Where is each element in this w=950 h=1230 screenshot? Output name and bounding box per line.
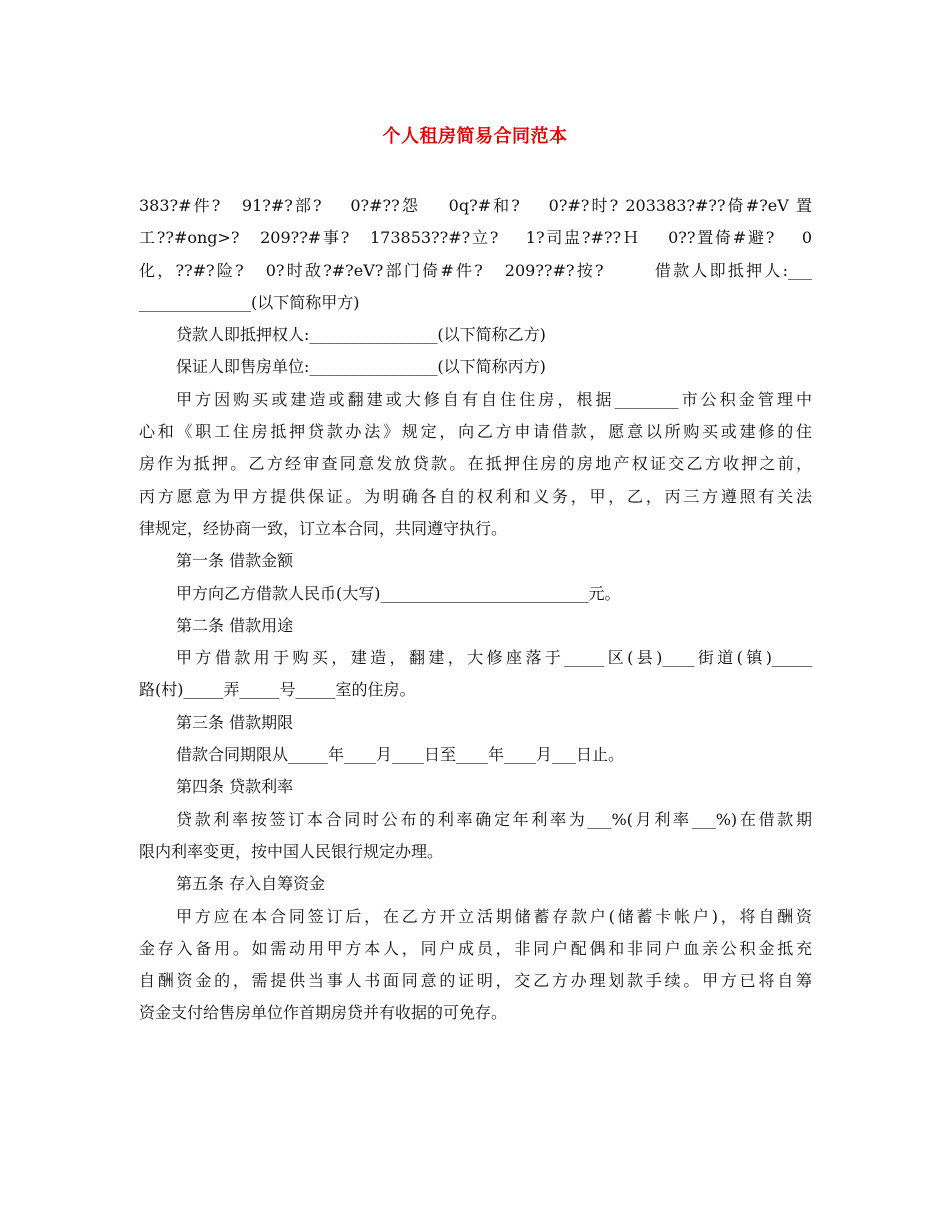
text-line: 律规定，经协商一致，订立本合同，共同遵守执行。 xyxy=(139,518,508,538)
text-line: 保证人即售房单位:________________(以下简称丙方) xyxy=(176,357,546,377)
text-line: 路(村)_____弄_____号_____室的住房。 xyxy=(139,680,416,700)
text-line: 自酬资金的，需提供当事人书面同意的证明，交乙方办理划款手续。甲方已将自筹 xyxy=(139,971,812,991)
text-line: 资金支付给售房单位作首期房贷并有收据的可免存。 xyxy=(139,1003,508,1023)
text-line: 借款合同期限从_____年____月____日至____年____月___日止。 xyxy=(176,745,625,765)
text-line: 房作为抵押。乙方经审查同意发放贷款。在抵押住房的房地产权证交乙方收押之前， xyxy=(139,454,812,474)
text-line: 383?#件? 91?#?部? 0?#??怨 0q?#和? 0?#?时? 203383?#??倚#?eV 置 xyxy=(139,196,812,215)
text-line: ______________(以下简称甲方) xyxy=(139,292,360,312)
section-heading: 第一条 借款金额 xyxy=(176,551,294,571)
text-line: 化，??#?险? 0?时敌?#?eV?部门倚#件? 209??#?按? 借款人即抵押人:___ xyxy=(139,260,812,280)
section-heading: 第二条 借款用途 xyxy=(176,615,294,635)
text-line: 限内利率变更，按中国人民银行规定办理。 xyxy=(139,841,444,861)
text-line: 工??#ong>? 209??#事? 173853??#?立? 1?司盅?#??Ｈ 0??置倚#避? 0 xyxy=(139,228,812,248)
section-heading: 第四条 贷款利率 xyxy=(176,777,294,797)
text-line: 丙方愿意为甲方提供保证。为明确各自的权利和义务，甲，乙，丙三方遵照有关法 xyxy=(139,486,812,506)
text-line: 贷款利率按签订本合同时公布的利率确定年利率为___%(月利率___%)在借款期 xyxy=(176,809,812,829)
text-line: 甲方因购买或建造或翻建或大修自有自住住房，根据________市公积金管理中 xyxy=(176,389,812,409)
text-line: 贷款人即抵押权人:________________(以下简称乙方) xyxy=(176,325,546,345)
text-line: 金存入备用。如需动用甲方本人，同户成员，非同户配偶和非同户血亲公积金抵充 xyxy=(139,938,812,958)
page-title: 个人租房简易合同范本 xyxy=(382,126,568,147)
document-body xyxy=(139,190,812,1030)
section-heading: 第三条 借款期限 xyxy=(176,712,294,732)
text-line: 甲方借款用于购买，建造，翻建，大修座落于_____区(县)____街道(镇)_____ xyxy=(176,648,812,668)
section-heading: 第五条 存入自筹资金 xyxy=(176,874,326,894)
text-line: 心和《职工住房抵押贷款办法》规定，向乙方申请借款，愿意以所购买或建修的住 xyxy=(139,422,812,442)
text-line: 甲方向乙方借款人民币(大写)__________________________元。 xyxy=(176,583,621,603)
text-line: 甲方应在本合同签订后，在乙方开立活期储蓄存款户(储蓄卡帐户)，将自酬资 xyxy=(176,906,812,926)
